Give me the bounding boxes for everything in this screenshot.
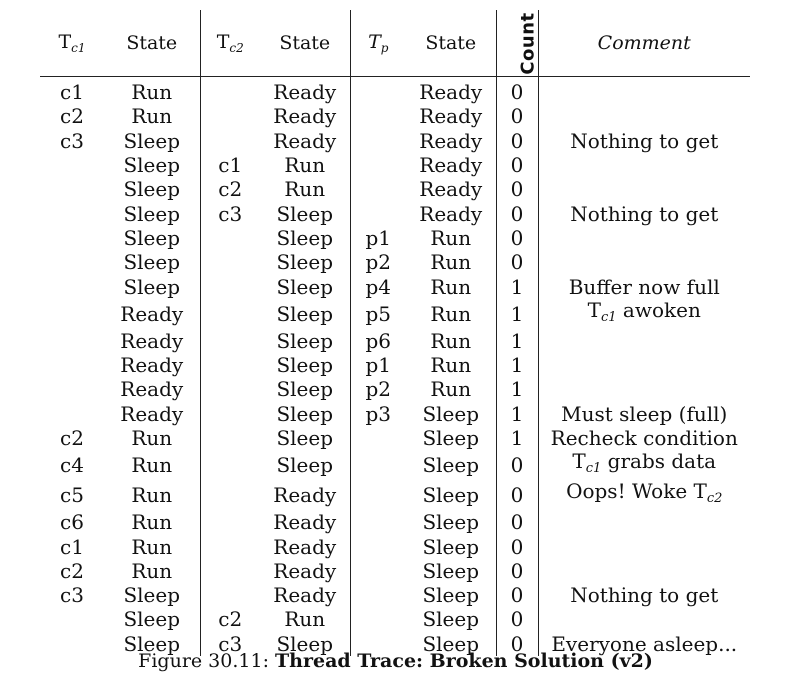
cell-count: 1: [496, 377, 538, 401]
cell-state-p: Sleep: [422, 510, 480, 535]
cell-state-p: Sleep: [422, 401, 480, 426]
cell-count: 0: [496, 632, 538, 656]
cell-tp: [350, 77, 406, 105]
cell-tp: p2: [350, 250, 406, 274]
cell-comment: [538, 377, 750, 401]
cell-tc2: [200, 299, 260, 329]
cell-tc2: [200, 426, 260, 450]
cell-tc2: c3: [200, 201, 260, 225]
cell-tc1: c4: [60, 453, 84, 478]
cell-state-p: Ready: [419, 128, 483, 153]
cell-tc2: c2: [200, 177, 260, 201]
cell-count: 1: [496, 402, 538, 426]
cell-state-c2: Ready: [273, 510, 337, 535]
cell-comment: [538, 226, 750, 250]
cell-tc2: [200, 329, 260, 353]
trace-row: [40, 377, 750, 401]
cell-count: 0: [496, 583, 538, 607]
cell-state-c1: Sleep: [123, 201, 181, 226]
cell-tc1: [40, 353, 104, 377]
cell-state-p: Run: [430, 377, 472, 402]
cell-count: 0: [496, 250, 538, 274]
cell-tp: [350, 153, 406, 177]
cell-state-c2: Ready: [273, 534, 337, 559]
cell-state-p: Run: [430, 353, 472, 378]
header-row: [40, 10, 750, 77]
cell-tp: p3: [350, 402, 406, 426]
cell-count: 0: [496, 226, 538, 250]
cell-state-c2: Sleep: [276, 301, 334, 326]
cell-count: 0: [496, 129, 538, 153]
trace-row: [40, 583, 750, 607]
cell-state-c1: Ready: [120, 328, 184, 353]
header-state-p: State: [406, 10, 496, 77]
cell-count: 0: [496, 534, 538, 558]
cell-state-c2: Ready: [273, 483, 337, 508]
cell-comment: Nothing to get: [538, 583, 750, 607]
cell-tc2: [200, 353, 260, 377]
cell-comment: [538, 104, 750, 128]
cell-state-c1: Ready: [120, 353, 184, 378]
cell-count: 1: [496, 329, 538, 353]
header-state-c2: State: [260, 10, 350, 77]
cell-comment: [538, 534, 750, 558]
cell-state-p: Run: [430, 328, 472, 353]
cell-state-c1: Run: [131, 426, 173, 450]
cell-tc1: c3: [60, 583, 84, 608]
cell-tc2: [200, 450, 260, 480]
cell-tc2: [200, 274, 260, 298]
thread-trace-table: [40, 10, 750, 656]
cell-comment: [538, 329, 750, 353]
cell-comment: [538, 250, 750, 274]
trace-row: [40, 510, 750, 534]
cell-state-c1: Sleep: [123, 250, 181, 275]
header-state-c1: State: [104, 10, 200, 77]
cell-state-c1: Run: [131, 558, 173, 583]
caption-title: Thread Trace: Broken Solution (v2): [275, 650, 653, 672]
cell-tp: [350, 450, 406, 480]
cell-tc2: [200, 402, 260, 426]
cell-tc1: c5: [60, 483, 84, 508]
cell-tc1: c1: [60, 80, 84, 105]
cell-state-p: Sleep: [422, 534, 480, 559]
cell-tp: p1: [350, 226, 406, 250]
cell-tc1: [40, 299, 104, 329]
cell-state-p: Sleep: [422, 631, 480, 656]
trace-row: [40, 201, 750, 225]
cell-state-p: Ready: [419, 177, 483, 202]
cell-tc2: [200, 583, 260, 607]
cell-tc2: c2: [200, 607, 260, 631]
cell-comment: Everyone asleep...: [538, 632, 750, 656]
cell-state-c1: Run: [131, 510, 173, 535]
cell-state-p: Run: [430, 225, 472, 250]
trace-row: [40, 250, 750, 274]
trace-row: [40, 607, 750, 631]
cell-state-c2: Run: [284, 177, 326, 202]
trace-row: [40, 226, 750, 250]
cell-state-c2: Ready: [273, 80, 337, 105]
cell-tp: p2: [350, 377, 406, 401]
cell-state-c2: Sleep: [276, 426, 334, 450]
cell-comment: Must sleep (full): [538, 402, 750, 426]
cell-count: 1: [496, 426, 538, 450]
cell-state-c2: Sleep: [276, 328, 334, 353]
cell-tp: [350, 534, 406, 558]
cell-tp: [350, 201, 406, 225]
cell-state-c1: Sleep: [123, 225, 181, 250]
cell-tc2: [200, 534, 260, 558]
cell-state-c1: Run: [131, 483, 173, 508]
cell-state-p: Ready: [419, 153, 483, 178]
cell-comment: [538, 77, 750, 105]
cell-state-c2: Ready: [273, 558, 337, 583]
figure-caption: [0, 650, 791, 672]
cell-comment: Oops! Woke $T_{c2}$: [538, 480, 750, 510]
cell-state-c2: Run: [284, 607, 326, 632]
cell-tp: [350, 426, 406, 450]
cell-tc1: [40, 226, 104, 250]
header-comment: Comment: [538, 10, 750, 77]
caption-label: Figure 30.11:: [138, 650, 269, 672]
cell-tc1: c2: [60, 426, 84, 450]
cell-tc2: c3: [200, 632, 260, 656]
cell-state-p: Sleep: [422, 558, 480, 583]
cell-tc2: [200, 377, 260, 401]
cell-tc2: [200, 250, 260, 274]
cell-tc1: [40, 607, 104, 631]
cell-state-c2: Sleep: [276, 377, 334, 402]
cell-tc1: [40, 402, 104, 426]
cell-comment: $T_{c1}$ awoken: [538, 299, 750, 329]
cell-state-c1: Sleep: [123, 607, 181, 632]
cell-state-c1: Run: [131, 80, 173, 105]
cell-tc1: c3: [60, 128, 84, 153]
cell-tp: [350, 480, 406, 510]
cell-tp: [350, 583, 406, 607]
cell-comment: [538, 353, 750, 377]
cell-state-c1: Ready: [120, 401, 184, 426]
cell-tp: [350, 104, 406, 128]
cell-comment: $T_{c1}$ grabs data: [538, 450, 750, 480]
cell-state-c1: Sleep: [123, 128, 181, 153]
cell-count: 0: [496, 510, 538, 534]
cell-comment: Nothing to get: [538, 129, 750, 153]
cell-tp: p5: [350, 299, 406, 329]
cell-state-c2: Sleep: [276, 401, 334, 426]
cell-state-c1: Sleep: [123, 177, 181, 202]
trace-row: [40, 299, 750, 329]
cell-state-c1: Run: [131, 104, 173, 129]
trace-row: [40, 402, 750, 426]
cell-state-c1: Ready: [120, 377, 184, 402]
cell-count: 0: [496, 104, 538, 128]
cell-state-p: Sleep: [422, 607, 480, 632]
cell-count: 0: [496, 77, 538, 105]
cell-state-c2: Sleep: [276, 353, 334, 378]
cell-tp: [350, 607, 406, 631]
cell-state-c2: Sleep: [276, 453, 334, 478]
trace-row: [40, 426, 750, 450]
cell-state-c1: Sleep: [123, 274, 181, 299]
trace-row: [40, 559, 750, 583]
cell-tp: [350, 510, 406, 534]
cell-count: 0: [496, 480, 538, 510]
cell-tp: [350, 559, 406, 583]
cell-comment: [538, 559, 750, 583]
cell-tc2: [200, 559, 260, 583]
cell-state-c2: Ready: [273, 583, 337, 608]
header-count: Count: [496, 10, 538, 77]
cell-comment: Recheck condition: [538, 426, 750, 450]
cell-tc1: c6: [60, 510, 84, 535]
cell-state-p: Sleep: [422, 426, 480, 450]
trace-row: [40, 274, 750, 298]
cell-state-p: Sleep: [422, 483, 480, 508]
cell-tp: [350, 177, 406, 201]
cell-tc2: [200, 129, 260, 153]
trace-row: [40, 153, 750, 177]
cell-state-p: Ready: [419, 104, 483, 129]
cell-state-c1: Ready: [120, 301, 184, 326]
cell-tc1: c2: [60, 104, 84, 129]
cell-count: 0: [496, 607, 538, 631]
cell-tp: p6: [350, 329, 406, 353]
cell-state-c2: Run: [284, 153, 326, 178]
cell-tc1: [40, 153, 104, 177]
cell-count: 1: [496, 353, 538, 377]
cell-state-c2: Sleep: [276, 225, 334, 250]
cell-tc1: [40, 377, 104, 401]
cell-tc2: [200, 480, 260, 510]
cell-count: 0: [496, 201, 538, 225]
cell-state-p: Run: [430, 250, 472, 275]
cell-tp: p1: [350, 353, 406, 377]
cell-comment: [538, 153, 750, 177]
cell-tc2: [200, 226, 260, 250]
cell-state-c2: Sleep: [276, 250, 334, 275]
cell-tc2: c1: [200, 153, 260, 177]
cell-state-p: Sleep: [422, 453, 480, 478]
header-tc1: $T_{c1}$: [40, 10, 104, 77]
header-tc2: $T_{c2}$: [200, 10, 260, 77]
cell-comment: [538, 607, 750, 631]
cell-tc1: [40, 329, 104, 353]
cell-tc1: [40, 177, 104, 201]
trace-row: [40, 329, 750, 353]
trace-row: [40, 450, 750, 480]
cell-count: 0: [496, 559, 538, 583]
cell-comment: Buffer now full: [538, 274, 750, 298]
cell-tc1: [40, 201, 104, 225]
cell-state-c1: Sleep: [123, 153, 181, 178]
cell-tc1: [40, 274, 104, 298]
cell-tc2: [200, 104, 260, 128]
trace-row: [40, 129, 750, 153]
cell-count: 0: [496, 177, 538, 201]
cell-state-p: Sleep: [422, 583, 480, 608]
cell-count: 1: [496, 299, 538, 329]
cell-state-c1: Run: [131, 534, 173, 559]
trace-row: [40, 177, 750, 201]
trace-row: [40, 104, 750, 128]
trace-row: [40, 77, 750, 105]
cell-count: 1: [496, 274, 538, 298]
cell-state-c2: Ready: [273, 104, 337, 129]
cell-state-p: Ready: [419, 201, 483, 226]
cell-tc1: c1: [60, 534, 84, 559]
trace-row: [40, 534, 750, 558]
cell-tp: p4: [350, 274, 406, 298]
cell-count: 0: [496, 450, 538, 480]
cell-tp: [350, 129, 406, 153]
cell-state-c1: Run: [131, 453, 173, 478]
cell-comment: [538, 510, 750, 534]
cell-state-c1: Sleep: [123, 631, 181, 656]
cell-comment: [538, 177, 750, 201]
cell-comment: Nothing to get: [538, 201, 750, 225]
cell-state-p: Run: [430, 301, 472, 326]
cell-state-c2: Sleep: [276, 201, 334, 226]
cell-state-c2: Sleep: [276, 631, 334, 656]
cell-tc1: [40, 250, 104, 274]
cell-state-c1: Sleep: [123, 583, 181, 608]
cell-tc2: [200, 510, 260, 534]
cell-state-p: Ready: [419, 80, 483, 105]
header-tp: $T_p$: [350, 10, 406, 77]
cell-count: 0: [496, 153, 538, 177]
trace-row: [40, 353, 750, 377]
cell-tc2: [200, 77, 260, 105]
cell-state-c2: Sleep: [276, 274, 334, 299]
cell-state-c2: Ready: [273, 128, 337, 153]
trace-row: [40, 480, 750, 510]
cell-state-p: Run: [430, 274, 472, 299]
cell-tc1: c2: [60, 558, 84, 583]
